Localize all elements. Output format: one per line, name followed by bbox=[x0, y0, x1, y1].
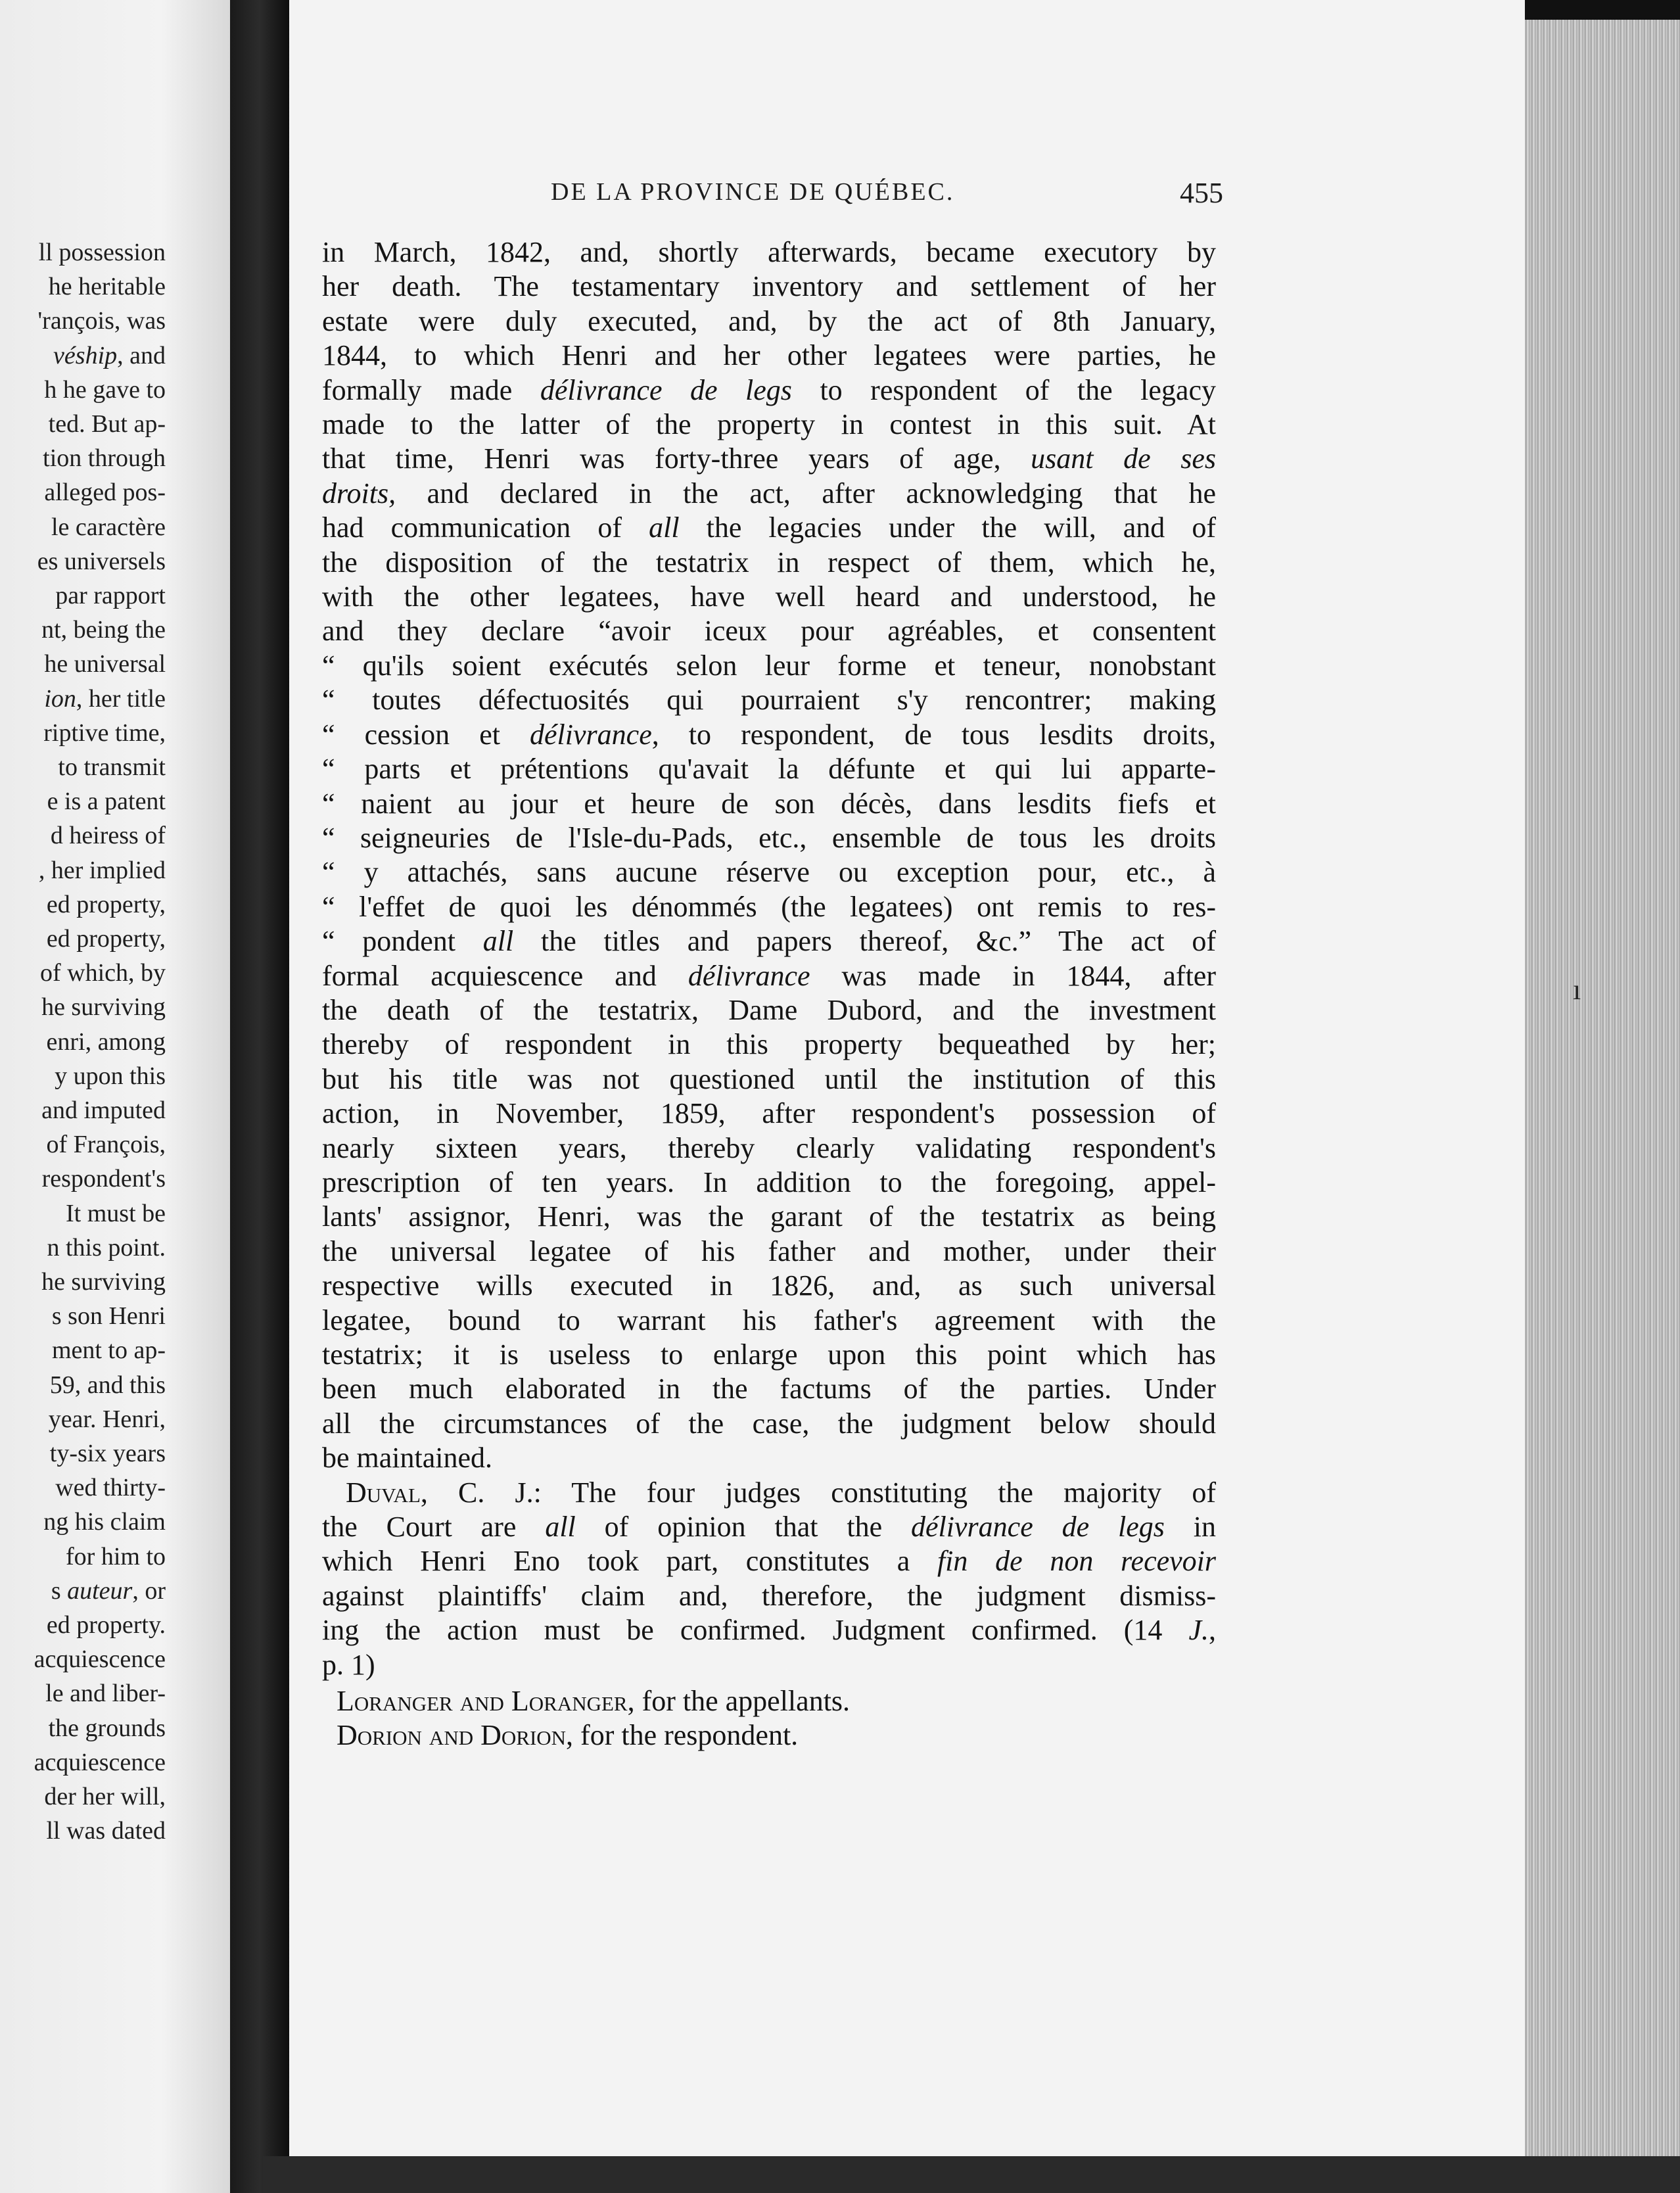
left-page-line: es universels bbox=[37, 547, 166, 575]
left-page-line: ion, her title bbox=[44, 684, 166, 713]
body-line: had communication of all the legacies under the will, and of bbox=[322, 511, 1216, 544]
left-page-line: ll possession bbox=[38, 239, 166, 266]
body-line: the death of the testatrix, Dame Dubord, and the investment bbox=[322, 993, 1216, 1026]
body-line: “ seigneuries de l'Isle-du-Pads, etc., ensemble de tous les droits bbox=[322, 821, 1216, 854]
running-head: DE LA PROVINCE DE QUÉBEC. bbox=[551, 178, 955, 206]
body-line: legatee, bound to warrant his father's agreement with the bbox=[322, 1304, 1216, 1336]
left-page-line: ted. But ap- bbox=[48, 410, 166, 438]
left-page-line: s son Henri bbox=[51, 1302, 166, 1331]
respondent-counsel-names: Dorion and Dorion bbox=[337, 1719, 567, 1751]
left-page-line: It must be bbox=[66, 1199, 166, 1227]
body-line: that time, Henri was forty-three years of age, usant de ses bbox=[322, 442, 1217, 475]
left-page-line: le caractère bbox=[51, 513, 166, 541]
left-page-line: le and liber- bbox=[45, 1680, 166, 1708]
book-gutter bbox=[230, 0, 289, 2193]
page-edges bbox=[1525, 20, 1680, 2156]
left-page-line: of François, bbox=[46, 1131, 166, 1159]
appellants-counsel-names: Loranger and Loranger bbox=[337, 1685, 628, 1717]
body-line: “ l'effet de quoi les dénommés (the legatees) ont remis to res- bbox=[322, 890, 1216, 923]
body-line: in March, 1842, and, shortly afterwards, became executory by bbox=[322, 236, 1216, 268]
left-page-line: respondent's bbox=[41, 1165, 166, 1193]
left-page-line: , her implied bbox=[38, 856, 166, 884]
left-page-line: he surviving bbox=[41, 993, 166, 1022]
counsel-block bbox=[337, 1684, 1125, 1753]
judgment-line: p. 1) bbox=[322, 1648, 375, 1681]
judgment-first-line bbox=[322, 1476, 1216, 1510]
left-page-line: to transmit bbox=[58, 753, 166, 781]
left-page-line: wed thirty- bbox=[55, 1474, 166, 1502]
body-line: estate were duly executed, and, by the act of 8th January, bbox=[322, 304, 1216, 337]
body-line: all the circumstances of the case, the judgment below should bbox=[322, 1407, 1216, 1440]
body-line: lants' assignor, Henri, was the garant of the testatrix as being bbox=[322, 1200, 1216, 1233]
judgment-line: the Court are all of opinion that the délivrance de legs in bbox=[322, 1511, 1216, 1544]
body-line: thereby of respondent in this property bequeathed by her; bbox=[322, 1028, 1216, 1061]
judgment-line: ing the action must be confirmed. Judgment confirmed. (14 J., bbox=[322, 1614, 1216, 1647]
body-line: action, in November, 1859, after respondent's possession of bbox=[322, 1097, 1216, 1130]
body-line: been much elaborated in the factums of the parties. Under bbox=[322, 1373, 1216, 1405]
body-line: and they declare “avoir iceux pour agréables, et consentent bbox=[322, 615, 1216, 648]
left-page-line: der her will, bbox=[44, 1783, 166, 1810]
body-line: respective wills executed in 1826, and, as such universal bbox=[322, 1269, 1216, 1302]
left-page-line: for him to bbox=[66, 1542, 166, 1570]
left-page-line: ng his claim bbox=[43, 1508, 166, 1536]
body-line: “ qu'ils soient exécutés selon leur forme et teneur, nonobstant bbox=[322, 649, 1216, 682]
left-page-line: acquiescence bbox=[34, 1748, 166, 1776]
left-page bbox=[0, 0, 230, 2193]
left-page-line: e is a patent bbox=[47, 788, 166, 816]
left-page-line: par rapport bbox=[55, 582, 166, 609]
judgment-line: which Henri Eno took part, constitutes a fin de non recevoir bbox=[322, 1545, 1217, 1578]
left-page-line: 59, and this bbox=[49, 1371, 166, 1399]
body-line: droits, and declared in the act, after acknowledging that he bbox=[322, 477, 1216, 509]
left-page-line: ll was dated bbox=[46, 1817, 166, 1845]
body-line: “ pondent all the titles and papers thereof, &c.” The act of bbox=[322, 925, 1216, 958]
left-page-line: ed property. bbox=[46, 1611, 166, 1639]
body-line: “ parts et prétentions qu'avait la défunte et qui lui apparte- bbox=[322, 753, 1216, 786]
bottom-shadow bbox=[263, 2156, 1680, 2193]
body-line: “ naient au jour et heure de son décès, dans lesdits fiefs et bbox=[322, 787, 1216, 820]
left-page-line: y upon this bbox=[55, 1062, 166, 1090]
page-number: 455 bbox=[1180, 177, 1223, 209]
body-text bbox=[322, 235, 1216, 1682]
body-line: the universal legatee of his father and mother, under their bbox=[322, 1235, 1216, 1267]
left-page-line: 'rançois, was bbox=[37, 307, 166, 335]
body-line: with the other legatees, have well heard and understood, he bbox=[322, 580, 1216, 613]
body-line: nearly sixteen years, thereby clearly validating respondent's bbox=[322, 1131, 1216, 1164]
body-line: but his title was not questioned until the institution of this bbox=[322, 1062, 1216, 1095]
left-page-line: acquiescence bbox=[34, 1645, 166, 1674]
left-page-line: nt, being the bbox=[41, 616, 166, 644]
left-page-line: ed property, bbox=[46, 890, 166, 918]
body-line: “ y attachés, sans aucune réserve ou exception pour, etc., à bbox=[322, 856, 1216, 889]
left-page-line: h he gave to bbox=[44, 375, 166, 404]
left-page-line: s auteur, or bbox=[51, 1576, 166, 1605]
judge-name: Duval, C. J. bbox=[346, 1476, 534, 1509]
left-page-line: véship, and bbox=[53, 341, 166, 369]
appellants-role: , for the appellants. bbox=[627, 1685, 851, 1717]
body-line: testatrix; it is useless to enlarge upon this point which has bbox=[322, 1338, 1216, 1371]
judgment-line: : The four judges constituting the majority of bbox=[533, 1476, 1216, 1509]
left-page-line: of which, by bbox=[39, 959, 166, 987]
left-page-line: riptive time, bbox=[43, 719, 166, 747]
body-line: “ cession et délivrance, to respondent, de tous lesdits droits, bbox=[322, 718, 1216, 751]
left-page-line: tion through bbox=[43, 444, 166, 473]
left-page-line: he universal bbox=[44, 650, 166, 678]
judgment-line: against plaintiffs' claim and, therefore, the judgment dismiss- bbox=[322, 1579, 1216, 1612]
left-page-line: d heiress of bbox=[50, 822, 166, 850]
left-page-line: the grounds bbox=[48, 1714, 166, 1742]
left-page-line: enri, among bbox=[46, 1027, 166, 1056]
body-line: be maintained. bbox=[322, 1442, 493, 1474]
body-line: formal acquiescence and délivrance was made in 1844, after bbox=[322, 959, 1216, 992]
body-line: prescription of ten years. In addition to the foregoing, appel- bbox=[322, 1166, 1216, 1198]
left-page-line: and imputed bbox=[41, 1096, 166, 1124]
counsel-appellants bbox=[337, 1684, 1125, 1718]
left-page-line: ed property, bbox=[46, 925, 166, 953]
counsel-respondent bbox=[337, 1718, 1125, 1753]
body-line: formally made délivrance de legs to respondent of the legacy bbox=[322, 373, 1216, 406]
body-line: made to the latter of the property in contest in this suit. At bbox=[322, 408, 1216, 441]
left-page-line: ty-six years bbox=[49, 1440, 166, 1467]
left-page-line: year. Henri, bbox=[48, 1405, 166, 1433]
left-page-line: n this point. bbox=[47, 1233, 166, 1262]
margin-mark: ı bbox=[1573, 974, 1581, 1006]
left-page-line: ment to ap- bbox=[51, 1336, 166, 1365]
body-line: the disposition of the testatrix in respect of them, which he, bbox=[322, 546, 1216, 578]
left-page-line: alleged pos- bbox=[44, 479, 166, 507]
left-page-line: he heritable bbox=[48, 273, 166, 301]
left-page-line: he surviving bbox=[41, 1268, 166, 1296]
body-line: her death. The testamentary inventory and settlement of her bbox=[322, 270, 1216, 303]
respondent-role: , for the respondent. bbox=[566, 1719, 799, 1751]
body-line: “ toutes défectuosités qui pourraient s'y rencontrer; making bbox=[322, 684, 1216, 717]
body-line: 1844, to which Henri and her other legatees were parties, he bbox=[322, 339, 1216, 372]
